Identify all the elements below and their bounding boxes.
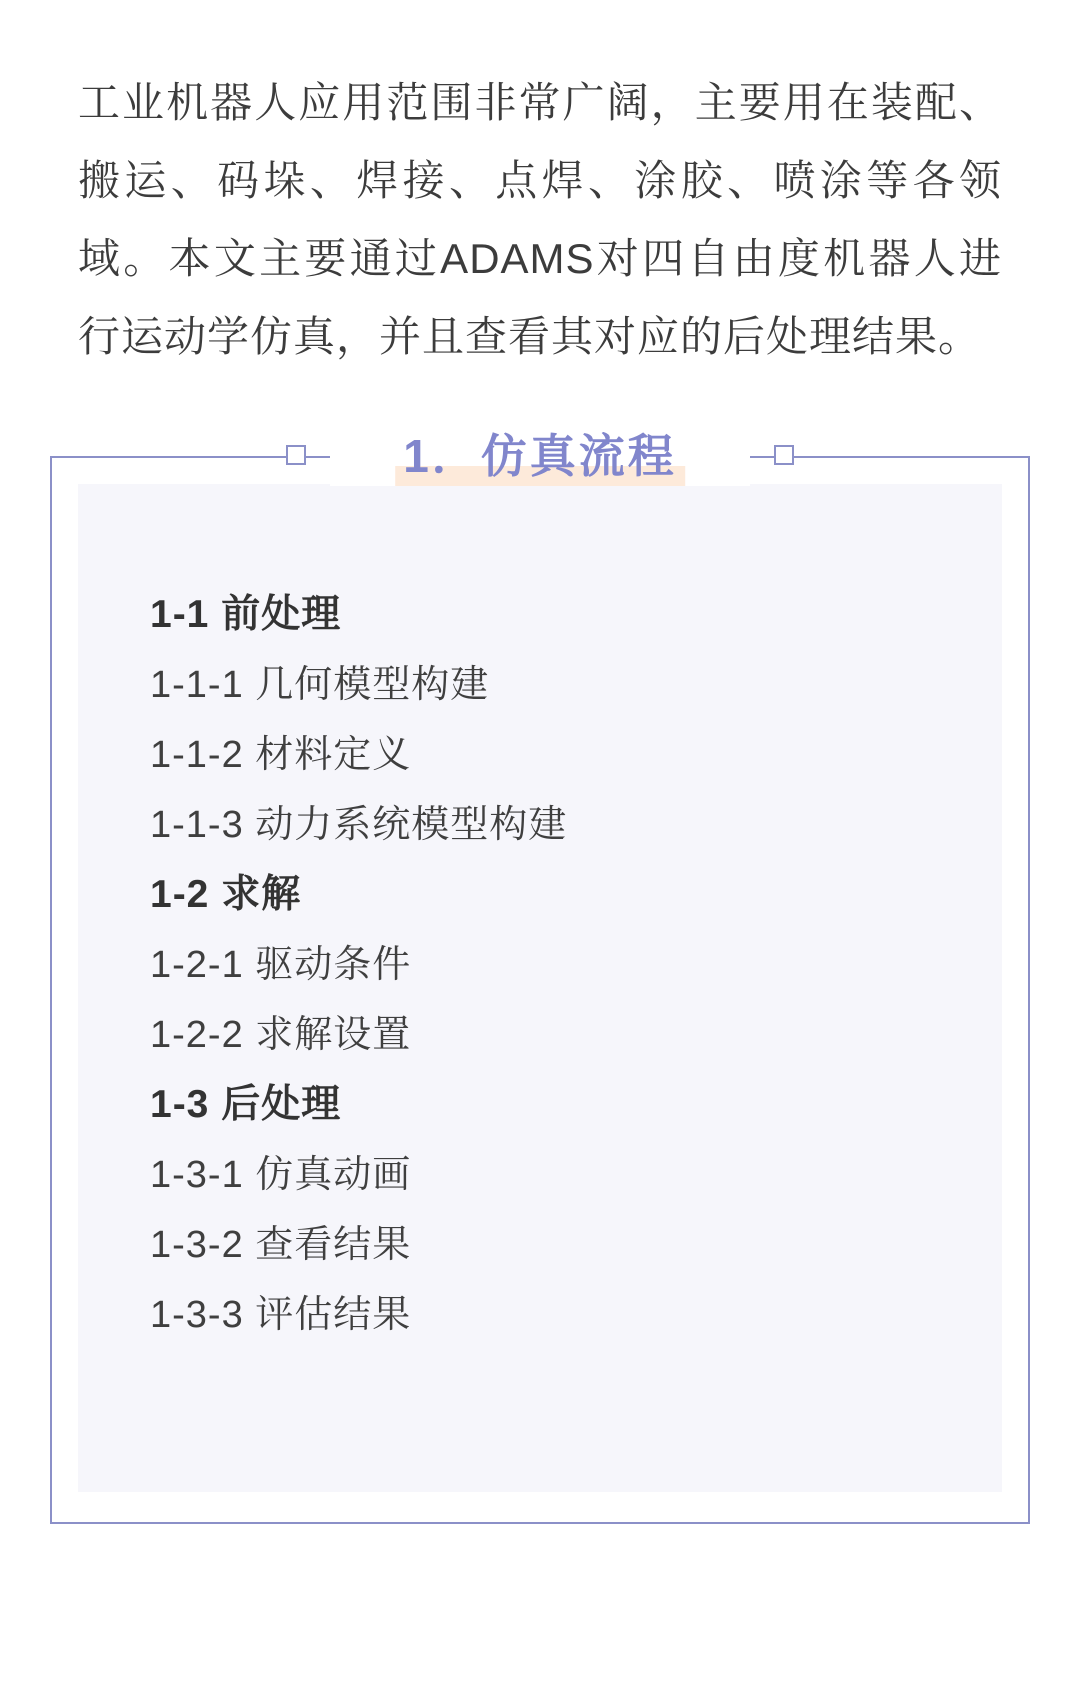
list-item: 1-1-2 材料定义 [150,734,412,776]
simulation-flow-section [50,430,1030,1524]
intro-paragraph: 工业机器人应用范围非常广阔，主要用在装配、搬运、码垛、焊接、点焊、涂胶、喷涂等各领域。本文主要通过ADAMS对四自由度机器人进行运动学仿真，并且查看其对应的后处理结果。 [78,79,1002,360]
list-item: 1-3-3 评估结果 [150,1294,412,1336]
flow-list-panel [78,484,1002,1492]
section-title [389,420,691,488]
square-marker-left-icon [286,445,306,465]
list-item: 1-2 求解 [150,873,302,916]
list-item: 1-1-1 几何模型构建 [150,664,490,706]
square-marker-right-icon [774,445,794,465]
document-page [0,42,1080,1690]
list-item: 1-1-3 动力系统模型构建 [150,804,568,846]
flow-list [78,580,1002,1350]
list-item: 1-3-1 仿真动画 [150,1154,412,1196]
list-item: 1-2-1 驱动条件 [150,944,412,986]
list-item: 1-2-2 求解设置 [150,1014,412,1056]
list-item: 1-3-2 查看结果 [150,1224,412,1266]
list-item: 1-3 后处理 [150,1083,342,1126]
list-item: 1-1 前处理 [150,593,342,636]
section-title-text: 1．仿真流程 [403,430,677,482]
